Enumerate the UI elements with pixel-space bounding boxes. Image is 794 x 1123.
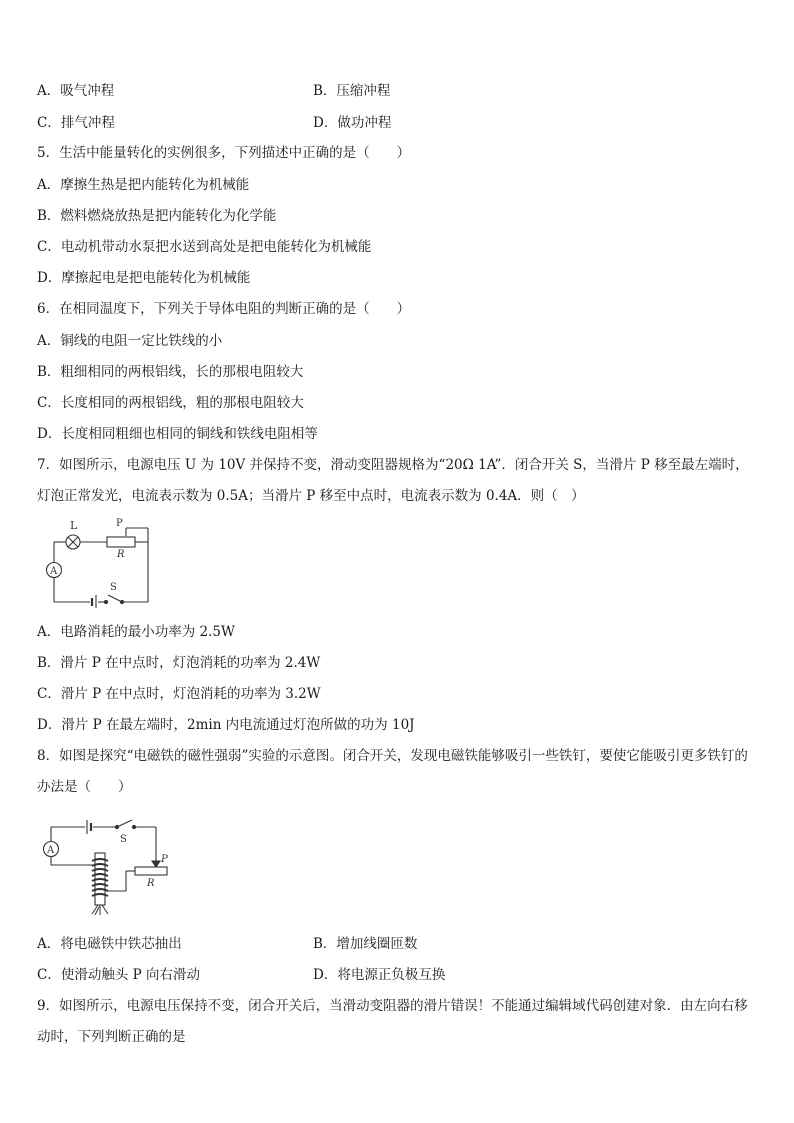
- q4-option-b: B．压缩冲程: [313, 83, 391, 99]
- q8-electromagnet-diagram: [40, 815, 175, 915]
- q7-option-c: C．滑片 P 在中点时，灯泡消耗的功率为 3.2W: [37, 686, 321, 702]
- q7-label-slider: P: [116, 518, 123, 529]
- q7-label-lamp: L: [70, 519, 78, 532]
- q8-label-ammeter: A: [47, 845, 55, 856]
- q8-option-a: A．将电磁铁中铁芯抽出: [37, 936, 182, 952]
- q5-option-d: D．摩擦起电是把电能转化为机械能: [37, 270, 251, 286]
- q7-label-ammeter: A: [50, 566, 58, 577]
- q5-option-a: A．摩擦生热是把内能转化为机械能: [37, 177, 250, 193]
- q8-option-d: D．将电源正负极互换: [313, 967, 446, 983]
- q7-option-b: B．滑片 P 在中点时，灯泡消耗的功率为 2.4W: [37, 655, 321, 671]
- q6-stem: 6．在相同温度下，下列关于导体电阻的判断正确的是（ ）: [37, 301, 411, 317]
- q6-option-c: C．长度相同的两根铝线，粗的那根电阻较大: [37, 395, 304, 411]
- q8-label-resistor: R: [147, 878, 155, 889]
- q6-option-d: D．长度相同粗细也相同的铜线和铁线电阻相等: [37, 426, 318, 442]
- q8-label-switch: S: [120, 834, 127, 845]
- q4-option-d: D．做功冲程: [313, 115, 392, 131]
- q4-option-a: A．吸气冲程: [37, 83, 115, 99]
- q5-stem: 5．生活中能量转化的实例很多，下列描述中正确的是（ ）: [37, 145, 411, 161]
- q7-label-resistor: R: [117, 549, 125, 560]
- q7-stem: 7．如图所示，电源电压 U 为 10V 并保持不变，滑动变阻器规格为“20Ω 1A”．闭合开关 S，当滑片 P 移至最左端时，灯泡正常发光，电流表示数为 0.5A；当滑片 P 移至中点时，电流表示数为 0.4A．则（ ）: [37, 457, 749, 504]
- q8-option-b: B．增加线圈匝数: [313, 936, 418, 952]
- q8-option-c: C．使滑动触头 P 向右滑动: [37, 967, 200, 983]
- q8-stem: 8．如图是探究“电磁铁的磁性强弱”实验的示意图。闭合开关，发现电磁铁能够吸引一些铁钉，要使它能吸引更多铁钉的办法是（ ）: [37, 748, 748, 795]
- q5-option-b: B．燃料燃烧放热是把内能转化为化学能: [37, 208, 277, 224]
- q7-option-a: A．电路消耗的最小功率为 2.5W: [37, 624, 235, 640]
- q7-label-switch: S: [110, 582, 117, 593]
- q5-option-c: C．电动机带动水泵把水送到高处是把电能转化为机械能: [37, 239, 372, 255]
- q6-option-b: B．粗细相同的两根铝线，长的那根电阻较大: [37, 364, 304, 380]
- q7-option-d: D．滑片 P 在最左端时，2min 内电流通过灯泡所做的功为 10J: [37, 717, 415, 733]
- q6-option-a: A．铜线的电阻一定比铁线的小: [37, 333, 223, 349]
- q4-option-c: C．排气冲程: [37, 115, 115, 131]
- q7-circuit-diagram: [40, 516, 160, 608]
- q9-stem: 9．如图所示，电源电压保持不变，闭合开关后，当滑动变阻器的滑片错误！不能通过编辑域代码创建对象．由左向右移动时，下列判断正确的是: [37, 998, 748, 1045]
- q8-label-slider: P: [161, 854, 168, 865]
